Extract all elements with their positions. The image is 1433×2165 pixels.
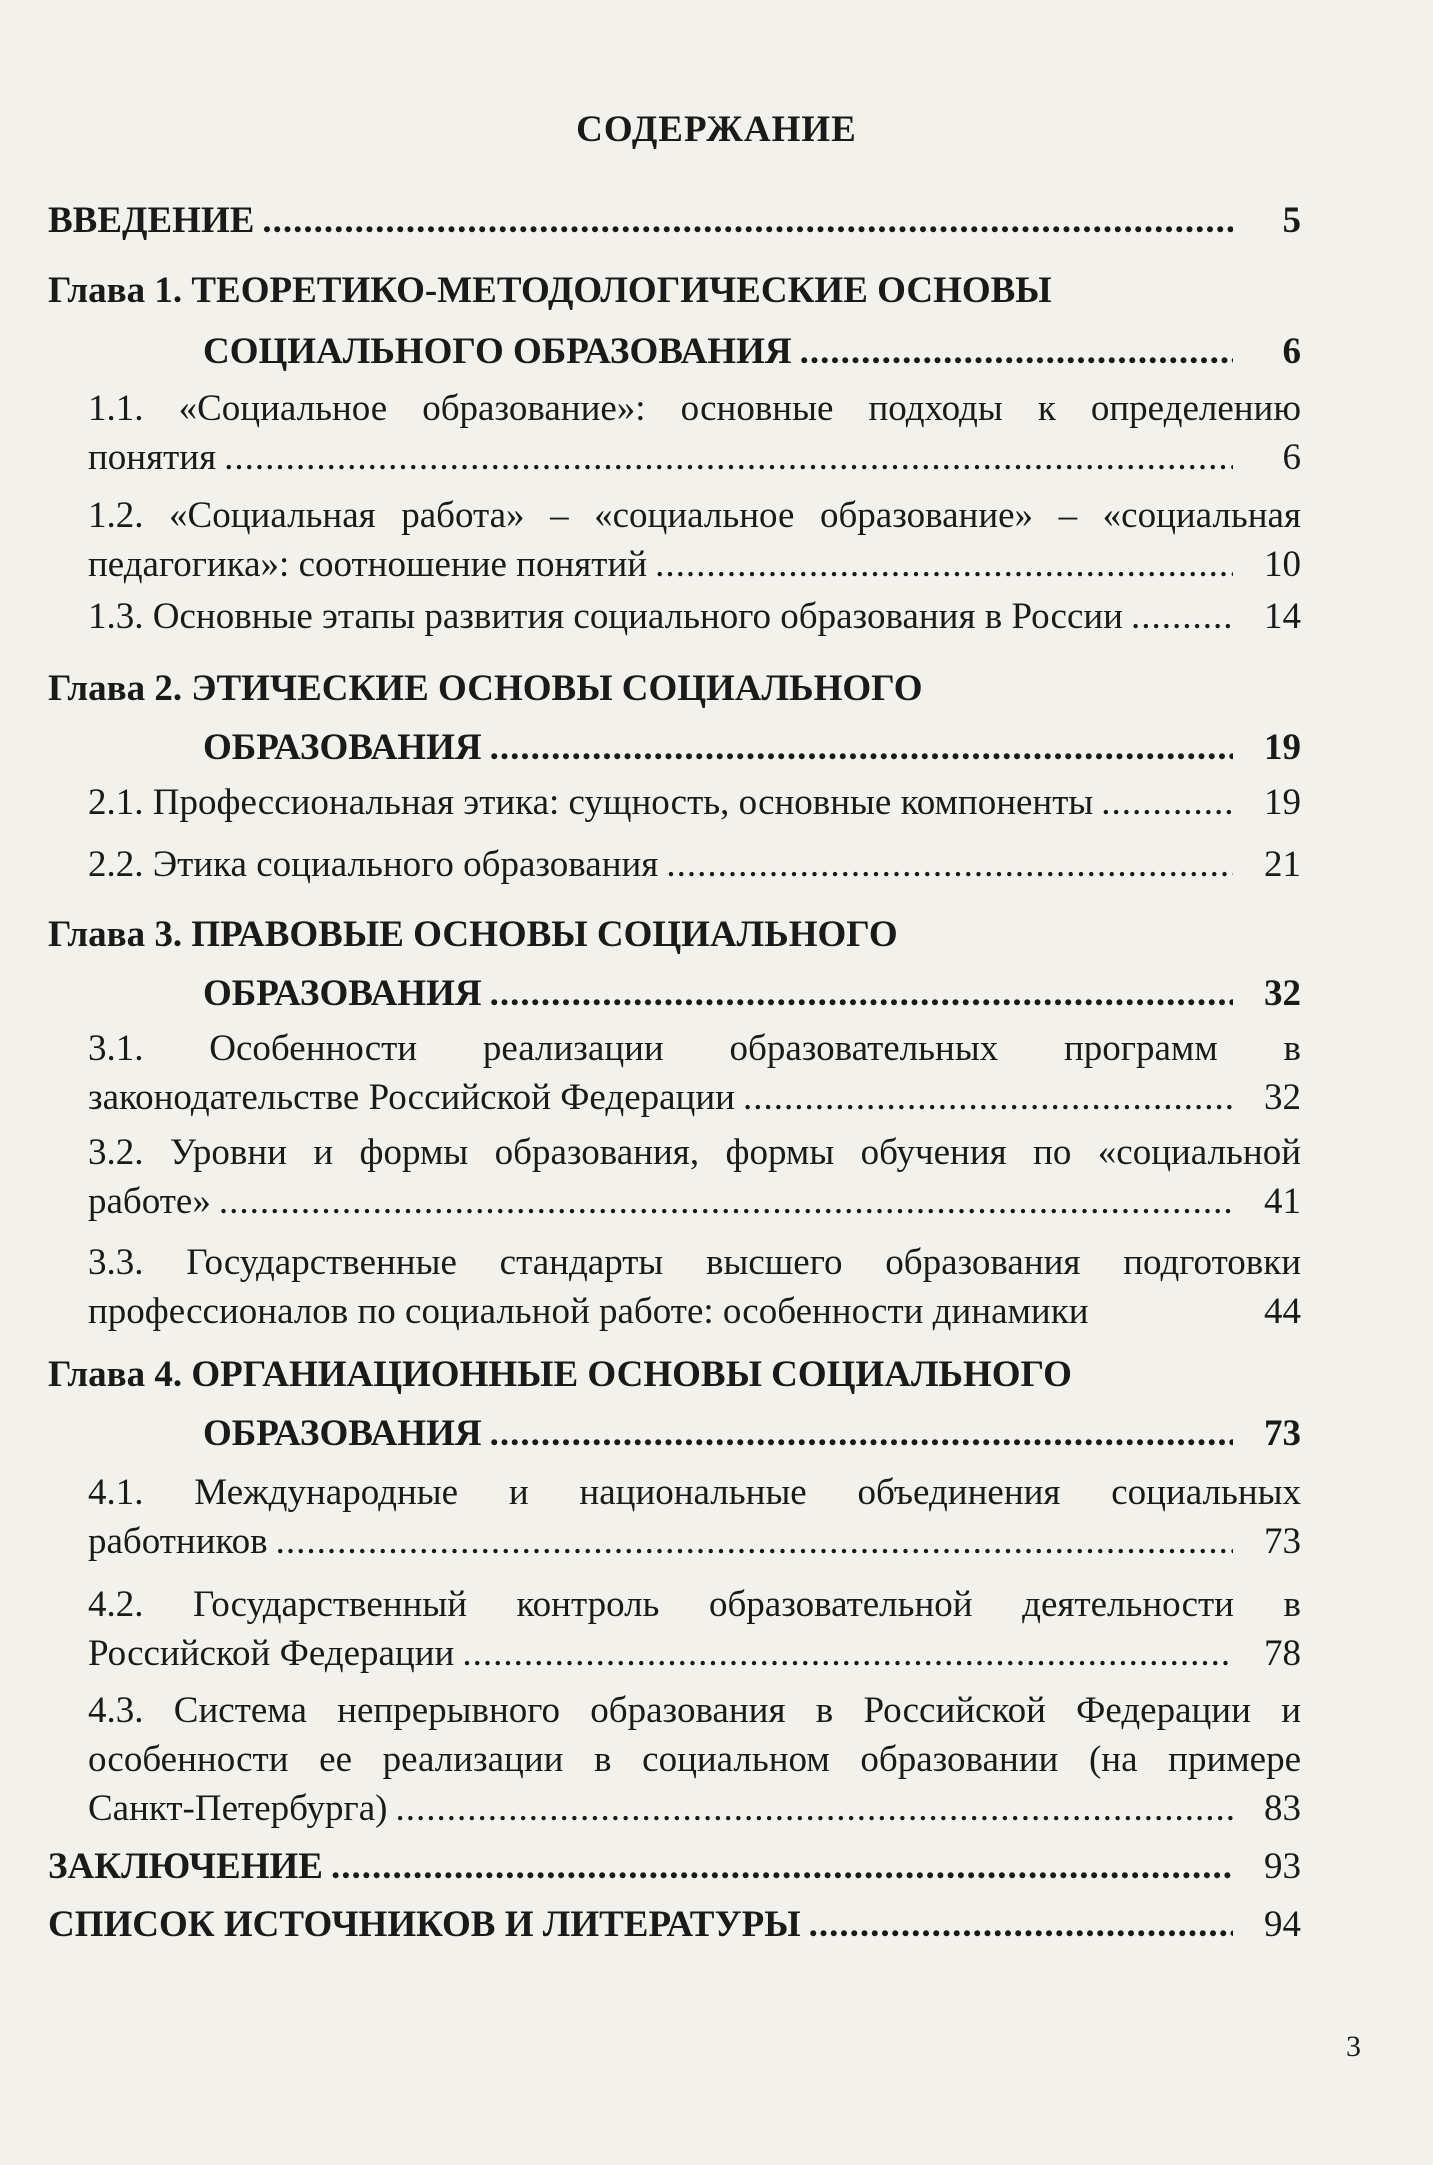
toc-intro-label: ВВЕДЕНИЕ [48,200,255,241]
toc-section-4-2[interactable] [88,1580,1301,1678]
section-4-1-title: 4.1. Международные и национальные объединения социальных [88,1472,1301,1513]
toc-references-page: 94 [1264,1904,1301,1945]
leader-dots [395,1784,1233,1833]
toc-chapter-2[interactable] [48,664,1301,772]
section-3-3-page: 44 [1264,1291,1301,1332]
toc-conclusion-label: ЗАКЛЮЧЕНИЕ [48,1846,323,1887]
leader-dots [809,1900,1233,1949]
chapter-2-subtitle: ОБРАЗОВАНИЯ [203,727,482,768]
toc-section-1-3[interactable] [88,592,1301,641]
toc-chapter-3[interactable] [48,910,1301,1018]
section-2-1-title: 2.1. Профессиональная этика: сущность, основные компоненты [88,782,1094,823]
section-1-1-title-cont: понятия [88,437,217,478]
section-4-3-title-cont2: Санкт-Петербурга) [88,1788,388,1829]
chapter-4-page: 73 [1264,1413,1301,1454]
section-1-2-title: 1.2. «Социальная работа» – «социальное образование» – «социальная [88,495,1301,536]
chapter-4-title: Глава 4. ОРГАНИАЦИОННЫЕ ОСНОВЫ СОЦИАЛЬНОГО [48,1354,1072,1395]
toc-section-3-1[interactable] [88,1024,1301,1122]
chapter-1-title: Глава 1. ТЕОРЕТИКО-МЕТОДОЛОГИЧЕСКИЕ ОСНОВЫ [48,270,1052,311]
section-2-1-page: 19 [1264,782,1301,823]
toc-intro[interactable] [48,196,1301,245]
chapter-3-page: 32 [1264,973,1301,1014]
toc-section-4-1[interactable] [88,1468,1301,1566]
toc-section-3-3[interactable] [88,1238,1301,1336]
section-4-3-title-cont: особенности ее реализации в социальном образовании (на примере [88,1739,1301,1780]
toc-chapter-1[interactable] [48,266,1301,376]
section-1-2-title-cont: педагогика»: соотношение понятий [88,544,648,585]
toc-section-1-1[interactable] [88,384,1301,482]
section-4-2-title: 4.2. Государственный контроль образовательной деятельности в [88,1584,1301,1625]
leader-dots [331,1842,1233,1891]
section-3-3-title-cont: профессионалов по социальной работе: особенности динамики [88,1291,1089,1332]
section-4-3-page: 83 [1264,1788,1301,1829]
section-4-2-title-cont: Российской Федерации [88,1633,455,1674]
leader-dots [800,327,1233,376]
leader-dots [666,840,1233,889]
section-4-3-title: 4.3. Система непрерывного образования в Российской Федерации и [88,1690,1301,1731]
leader-dots [224,433,1233,482]
toc-section-2-2[interactable] [88,840,1301,889]
toc-section-3-2[interactable] [88,1128,1301,1226]
section-4-1-title-cont: работников [88,1521,268,1562]
chapter-2-page: 19 [1264,727,1301,768]
leader-dots [655,540,1233,589]
section-3-1-title-cont: законодательстве Российской Федерации [88,1077,735,1118]
toc-intro-page: 5 [1282,200,1301,241]
toc-references[interactable] [48,1900,1301,1949]
section-4-1-page: 73 [1264,1521,1301,1562]
toc-conclusion[interactable] [48,1842,1301,1891]
leader-dots [743,1073,1233,1122]
section-1-2-page: 10 [1264,544,1301,585]
leader-dots [490,723,1233,772]
section-1-1-title: 1.1. «Социальное образование»: основные подходы к определению [88,388,1301,429]
page-number: 3 [1346,2030,1361,2063]
section-3-2-title-cont: работе» [88,1181,211,1222]
section-3-3-title: 3.3. Государственные стандарты высшего образования подготовки [88,1242,1301,1283]
toc-references-label: СПИСОК ИСТОЧНИКОВ И ЛИТЕРАТУРЫ [48,1904,801,1945]
chapter-1-subtitle: СОЦИАЛЬНОГО ОБРАЗОВАНИЯ [203,331,792,372]
page-title: СОДЕРЖАНИЕ [576,109,857,150]
leader-dots [276,1517,1233,1566]
toc-section-2-1[interactable] [88,778,1301,827]
section-2-2-page: 21 [1264,844,1301,885]
chapter-1-page: 6 [1282,331,1301,372]
section-3-2-title: 3.2. Уровни и формы образования, формы обучения по «социальной [88,1132,1301,1173]
chapter-3-title: Глава 3. ПРАВОВЫЕ ОСНОВЫ СОЦИАЛЬНОГО [48,914,898,955]
leader-dots [262,196,1233,245]
chapter-3-subtitle: ОБРАЗОВАНИЯ [203,973,482,1014]
section-4-2-page: 78 [1264,1633,1301,1674]
leader-dots [1101,778,1233,827]
leader-dots [490,969,1233,1018]
chapter-2-title: Глава 2. ЭТИЧЕСКИЕ ОСНОВЫ СОЦИАЛЬНОГО [48,668,923,709]
leader-dots [1131,592,1233,641]
leader-dots [462,1629,1233,1678]
toc-section-4-3[interactable] [88,1686,1301,1833]
section-2-2-title: 2.2. Этика социального образования [88,844,659,885]
chapter-4-subtitle: ОБРАЗОВАНИЯ [203,1413,482,1454]
toc-conclusion-page: 93 [1264,1846,1301,1887]
section-3-1-title: 3.1. Особенности реализации образовательных программ в [88,1028,1301,1069]
section-1-3-page: 14 [1264,596,1301,637]
section-3-2-page: 41 [1264,1181,1301,1222]
leader-dots [219,1177,1233,1226]
leader-dots [490,1409,1233,1458]
toc-section-1-2[interactable] [88,491,1301,589]
section-1-3-title: 1.3. Основные этапы развития социального образования в России [88,596,1123,637]
toc-chapter-4[interactable] [48,1350,1301,1458]
section-1-1-page: 6 [1282,437,1301,478]
section-3-1-page: 32 [1264,1077,1301,1118]
